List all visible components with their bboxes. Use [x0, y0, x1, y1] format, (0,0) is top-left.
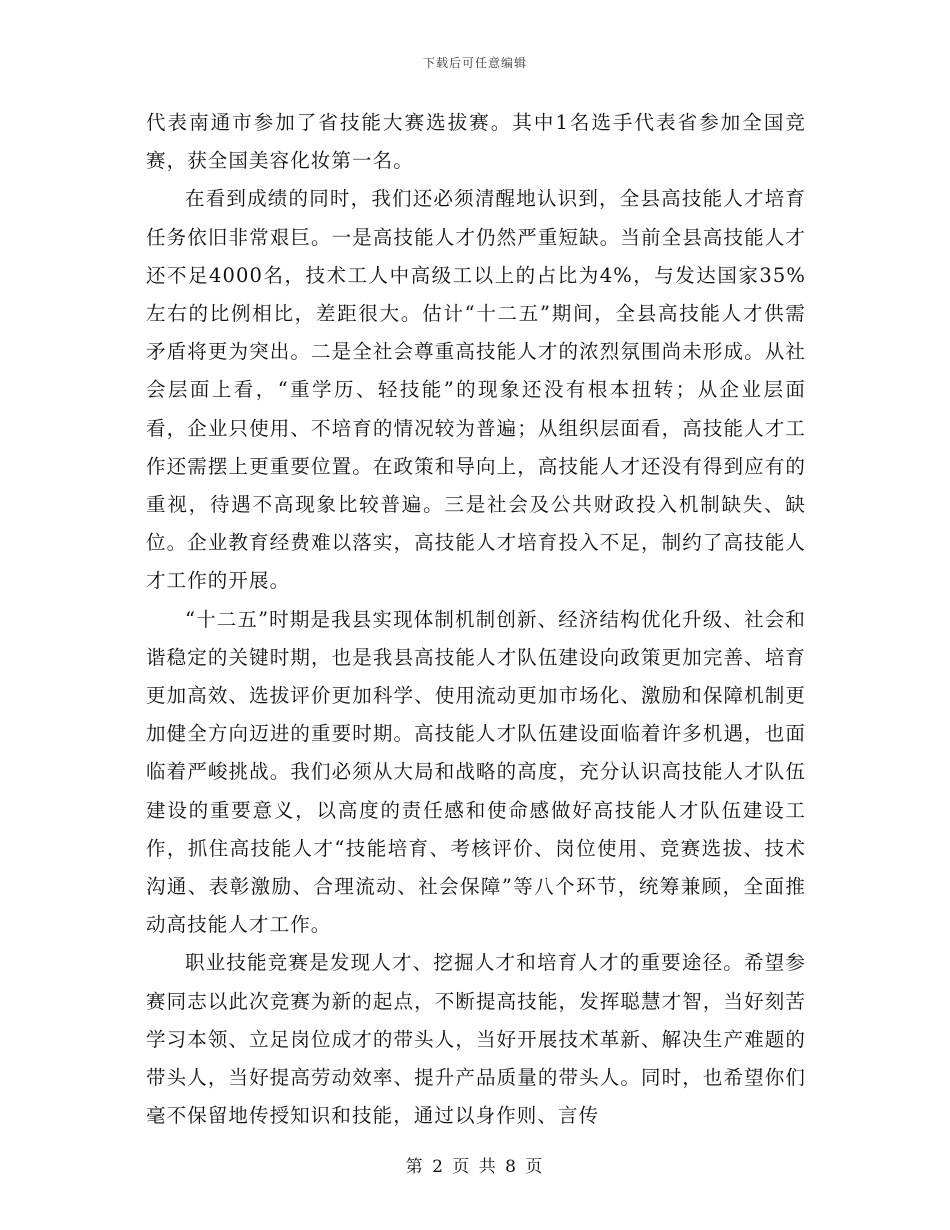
paragraph-1: 代表南通市参加了省技能大赛选拔赛。其中1名选手代表省参加全国竞赛，获全国美容化妆第一名。 [146, 111, 806, 173]
document-body [146, 104, 806, 1135]
paragraph-3: “十二五”时期是我县实现体制机制创新、经济结构优化升级、社会和谐稳定的关键时期，也是我县高技能人才队伍建设向政策更加完善、培育更加高效、选拔评价更加科学、使用流动更加市场化、激励和保障机制更加健全方向迈进的重要时期。高技能人才队伍建设面临着许多机遇，也面临着严峻挑战。我们必须从大局和战略的高度，充分认识高技能人才队伍建设的重要意义，以高度的责任感和使命感做好高技能人才队伍建设工作，抓住高技能人才“技能培育、考核评价、岗位使用、竞赛选拔、技术沟通、表彰激励、合理流动、社会保障”等八个环节，统筹兼顾，全面推动高技能人才工作。 [146, 607, 806, 937]
page-number: 第 2 页 共 8 页 [405, 1157, 545, 1177]
page-header-note: 下载后可任意编辑 [422, 56, 527, 70]
paragraph-4: 职业技能竞赛是发现人才、挖掘人才和培育人才的重要途径。希望参赛同志以此次竞赛为新的起点，不断提高技能，发挥聪慧才智，当好刻苦学习本领、立足岗位成才的带头人，当好开展技术革新、解决生产难题的带头人，当好提高劳动效率、提升产品质量的带头人。同时，也希望你们毫不保留地传授知识和技能，通过以身作则、言传 [146, 951, 806, 1128]
paragraph-2: 在看到成绩的同时，我们还必须清醒地认识到，全县高技能人才培育任务依旧非常艰巨。一是高技能人才仍然严重短缺。当前全县高技能人才还不足4000名，技术工人中高级工以上的占比为4%，与发达国家35%左右的比例相比，差距很大。估计“十二五”期间，全县高技能人才供需矛盾将更为突出。二是全社会尊重高技能人才的浓烈氛围尚未形成。从社会层面上看，“重学历、轻技能”的现象还没有根本扭转；从企业层面看，企业只使用、不培育的情况较为普遍；从组织层面看，高技能人才工作还需摆上更重要位置。在政策和导向上，高技能人才还没有得到应有的重视，待遇不高现象比较普遍。三是社会及公共财政投入机制缺失、缺位。企业教育经费难以落实，高技能人才培育投入不足，制约了高技能人才工作的开展。 [146, 187, 806, 593]
